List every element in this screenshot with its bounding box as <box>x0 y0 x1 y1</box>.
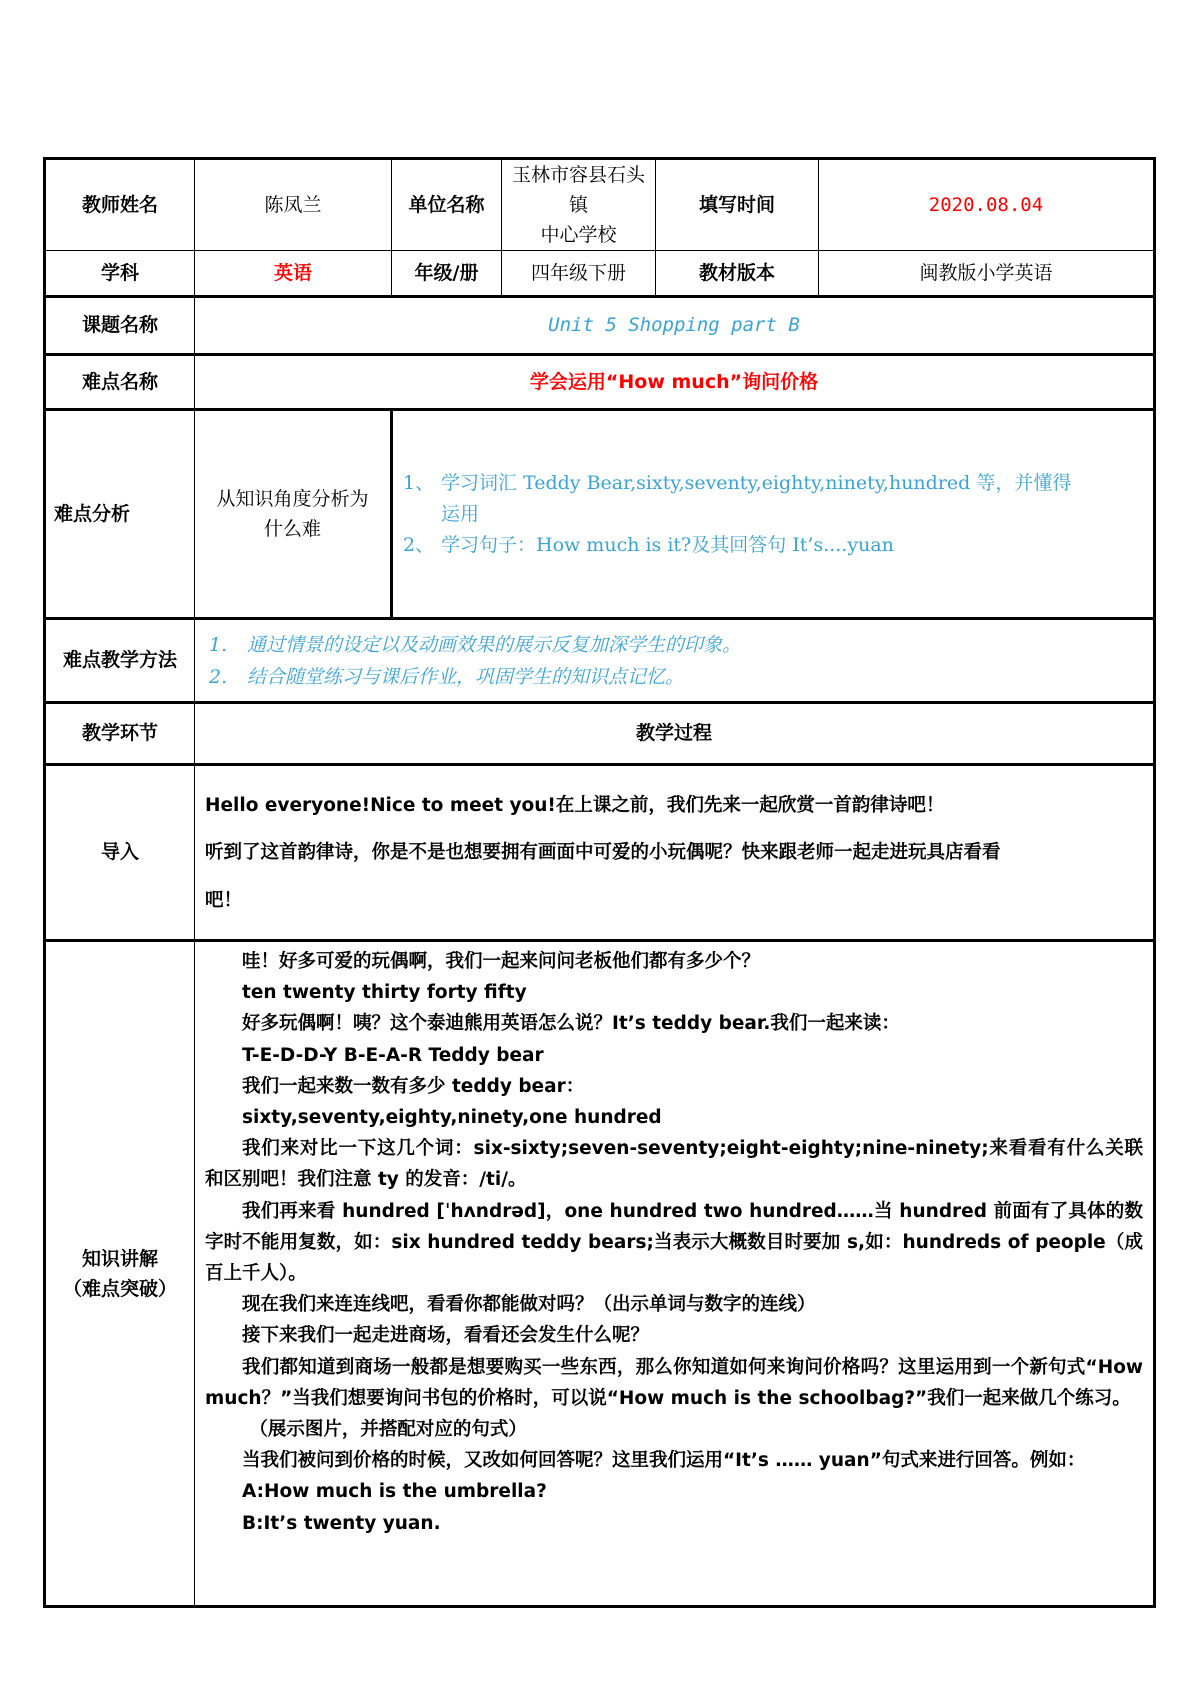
method-item <box>203 629 1145 661</box>
header-row-1 <box>45 159 1155 251</box>
knowledge-line: ten twenty thirty forty fifty <box>242 982 527 1004</box>
difficulty-label: 难点名称 <box>45 355 195 410</box>
knowledge-line: （展示图片，并搭配对应的句式） <box>249 1419 527 1441</box>
analysis-item-num: 2、 <box>403 533 435 556</box>
teacher-value: 陈凤兰 <box>195 159 392 251</box>
intro-line: 听到了这首韵律诗，你是不是也想要拥有画面中可爱的小玩偶呢？快来跟老师一起走进玩具店看看 <box>205 842 1001 863</box>
analysis-sublabel-line1: 从知识角度分析为 <box>216 488 369 510</box>
unit-value-line1: 玉林市容县石头镇 <box>511 164 645 216</box>
method-item-text: 结合随堂练习与课后作业，巩固学生的知识点记忆。 <box>247 665 685 688</box>
knowledge-content <box>195 941 1155 1607</box>
analysis-item <box>403 468 1147 530</box>
knowledge-line: 当我们被问到价格的时候，又改如何回答呢？这里我们运用“It’s …… yuan”句式来进行回答。例如： <box>242 1450 1086 1472</box>
intro-label: 导入 <box>45 765 195 941</box>
analysis-item <box>403 530 1147 561</box>
intro-content <box>195 765 1155 941</box>
intro-row <box>45 765 1155 941</box>
process-label: 教学环节 <box>45 703 195 765</box>
method-item-num: 2. <box>209 665 228 688</box>
grade-value: 四年级下册 <box>502 251 656 297</box>
knowledge-row <box>45 941 1155 1607</box>
analysis-item-line2: 运用 <box>441 502 480 525</box>
grade-label: 年级/册 <box>392 251 502 297</box>
intro-line: Hello everyone!Nice to meet you!在上课之前，我们先来一起欣赏一首韵律诗吧！ <box>205 794 945 816</box>
time-label: 填写时间 <box>656 159 819 251</box>
knowledge-label-line1: 知识讲解 <box>81 1247 158 1270</box>
knowledge-line: 好多玩偶啊！咦？这个泰迪熊用英语怎么说？It’s teddy bear.我们一起来读： <box>242 1013 900 1035</box>
knowledge-label <box>45 941 195 1607</box>
process-value: 教学过程 <box>195 703 1155 765</box>
edition-label: 教材版本 <box>656 251 819 297</box>
intro-line: 吧！ <box>205 889 243 911</box>
lesson-plan-table <box>43 157 1156 1608</box>
method-row <box>45 619 1155 703</box>
analysis-item-num: 1、 <box>403 471 435 494</box>
subject-value: 英语 <box>195 251 392 297</box>
knowledge-line: 现在我们来连连线吧，看看你都能做对吗？（出示单词与数字的连线） <box>242 1294 816 1316</box>
method-item-num: 1. <box>209 633 228 656</box>
unit-value <box>502 159 656 251</box>
analysis-item-line1: 学习词汇 Teddy Bear,sixty,seventy,eighty,ninety,hundred 等，并懂得 <box>441 471 1072 494</box>
knowledge-line: B:It’s twenty yuan. <box>242 1512 441 1534</box>
method-list <box>195 619 1155 703</box>
knowledge-line: 我们一起来数一数有多少 teddy bear： <box>242 1075 585 1097</box>
analysis-list <box>392 410 1155 619</box>
analysis-label: 难点分析 <box>45 410 195 619</box>
analysis-item-text <box>441 468 1071 530</box>
analysis-sublabel <box>195 410 392 619</box>
knowledge-line: A:How much is the umbrella? <box>242 1481 547 1503</box>
difficulty-row <box>45 355 1155 410</box>
method-item-text: 通过情景的设定以及动画效果的展示反复加深学生的印象。 <box>247 633 742 656</box>
time-value: 2020.08.04 <box>819 159 1155 251</box>
teacher-label: 教师姓名 <box>45 159 195 251</box>
knowledge-line: T-E-D-D-Y B-E-A-R Teddy bear <box>242 1044 544 1066</box>
knowledge-label-line2: （难点突破） <box>62 1277 177 1300</box>
topic-row <box>45 297 1155 355</box>
knowledge-line: 我们都知道到商场一般都是想要购买一些东西，那么你知道如何来询问价格吗？这里运用到一个新句式“How much？”当我们想要询问书包的价格时，可以说“How much is the schoolbag?”我们一起来做几个练习。 <box>205 1356 1143 1409</box>
unit-value-line2: 中心学校 <box>540 224 617 246</box>
unit-label: 单位名称 <box>392 159 502 251</box>
subject-label: 学科 <box>45 251 195 297</box>
edition-value: 闽教版小学英语 <box>819 251 1155 297</box>
topic-value: Unit 5 Shopping part B <box>195 297 1155 355</box>
knowledge-line: 我们来对比一下这几个词：six-sixty;seven-seventy;eight-eighty;nine-ninety;来看看有什么关联和区别吧！我们注意 ty 的发音：/ti/。 <box>205 1138 1143 1191</box>
knowledge-line: 哇！好多可爱的玩偶啊，我们一起来问问老板他们都有多少个？ <box>242 951 761 972</box>
process-header-row <box>45 703 1155 765</box>
knowledge-line: sixty,seventy,eighty,ninety,one hundred <box>242 1107 662 1129</box>
difficulty-value: 学会运用“How much”询问价格 <box>195 355 1155 410</box>
header-row-2 <box>45 251 1155 297</box>
knowledge-line: 我们再来看 hundred [ˈhʌndrəd]，one hundred two hundred……当 hundred 前面有了具体的数字时不能用复数，如：six hundred teddy bears;当表示大概数目时要加 s,如：hundreds of people（成百上千人）。 <box>205 1200 1143 1285</box>
analysis-item-line1: 学习句子：How much is it?及其回答句 It’s....yuan <box>441 533 894 556</box>
topic-label: 课题名称 <box>45 297 195 355</box>
analysis-sublabel-line2: 什么难 <box>263 518 321 540</box>
method-label: 难点教学方法 <box>45 619 195 703</box>
knowledge-line: 接下来我们一起走进商场，看看还会发生什么呢？ <box>242 1325 650 1347</box>
analysis-row <box>45 410 1155 619</box>
method-item <box>203 661 1145 693</box>
